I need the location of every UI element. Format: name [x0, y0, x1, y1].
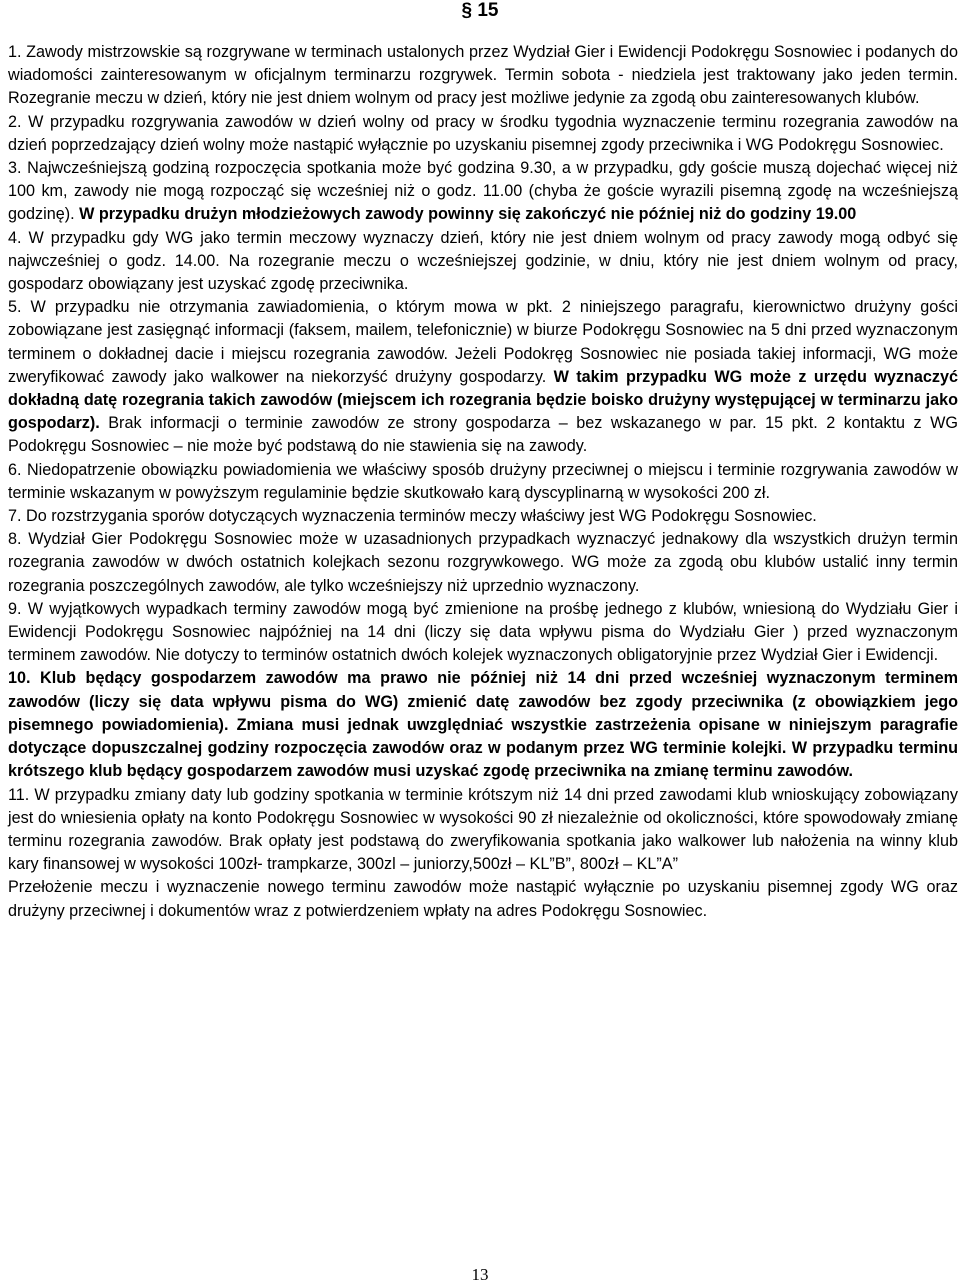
paragraph-p9 — [8, 598, 958, 668]
text-segment: Brak informacji o terminie zawodów ze strony gospodarza – bez wskazanego w par. 15 pkt. 2 kontaktu z WG Podokręgu Sosnowiec – nie może być podstawą do nie stawienia się na zawody. — [8, 414, 958, 456]
paragraph-p8 — [8, 528, 958, 598]
text-segment: 7. Do rozstrzygania sporów dotyczących wyznaczenia terminów meczy właściwy jest WG Podokręgu Sosnowiec. — [8, 507, 817, 526]
paragraph-p10 — [8, 667, 958, 783]
paragraph-p3 — [8, 157, 958, 227]
text-segment: 6. Niedopatrzenie obowiązku powiadomienia we właściwy sposób drużyny przeciwnej o miejscu i terminie rozgrywania zawodów w terminie wskazanym w powyższym regulaminie będzie skutkowało karą dyscyplinarną w wysokości 200 zł. — [8, 460, 958, 502]
text-segment: 2. W przypadku rozgrywania zawodów w dzień wolny od pracy w środku tygodnia wyznaczenie terminu rozegrania zawodów na dzień poprzedzający dzień wolny może nastąpić wyłącznie po uzyskaniu pisemnej zgody przeciwnika i WG Podokręgu Sosnowiec. — [8, 112, 958, 154]
paragraph-p7 — [8, 505, 958, 528]
text-segment: 11. W przypadku zmiany daty lub godziny spotkania w terminie krótszym niż 14 dni przed zawodami klub wnioskujący zobowiązany jest do wniesienia opłaty na konto Podokręgu Sosnowiec w wysokości 90 zł niezależnie od okoliczności, które spowodowały zmianę terminu rozegrania zawodów. Brak opłaty jest podstawą do zweryfikowania spotkania jako walkower lub nałożenia na winny klub kary finansowej w wysokości 100zł- trampkarze, 300zl – juniorzy,500zł – KL”B”, 800zł – KL”A” — [8, 785, 958, 874]
paragraph-p1 — [8, 41, 958, 111]
bold-text-segment: 10. Klub będący gospodarzem zawodów ma prawo nie później niż 14 dni przed wcześniej wyznaczonym terminem zawodów (liczy się data wpływu pisma do WG) zmienić datę zawodów bez zgody przeciwnika (z obowiązkiem jego pisemnego powiadomienia). Zmiana musi jednak uwzględniać wszystkie zastrzeżenia opisane w niniejszym paragrafie dotyczące dopuszczalnej godziny rozpoczęcia zawodów oraz w podanym przez WG terminie kolejki. W przypadku terminu krótszego klub będący gospodarzem zawodów musi uzyskać zgodę przeciwnika na zmianę terminu zawodów. — [8, 669, 958, 781]
text-segment: 3. Najwcześniejszą godziną rozpoczęcia spotkania może być godzina 9.30, a w przypadku, gdy goście muszą dojechać więcej niż 100 km, zawody nie mogą rozpocząć się wcześniej niż o godz. 11.00 (chyba że goście wyrazili pisemną zgodę na wcześniejszą godzinę). — [8, 159, 958, 224]
paragraph-p11 — [8, 784, 958, 877]
document-body — [8, 41, 958, 923]
paragraph-p5 — [8, 296, 958, 458]
text-segment: 1. Zawody mistrzowskie są rozgrywane w terminach ustalonych przez Wydział Gier i Ewidencji Podokręgu Sosnowiec i podanych do wiadomości zainteresowanym w oficjalnym terminarzu rozgrywek. Termin sobota - niedziela jest traktowany jako jeden termin. Rozegranie meczu w dzień, który nie jest dniem wolnym od pracy jest możliwe jedynie za zgodą obu zainteresowanych klubów. — [8, 43, 958, 108]
section-header: § 15 — [461, 0, 499, 21]
paragraph-p2 — [8, 111, 958, 157]
text-segment: 5. W przypadku nie otrzymania zawiadomienia, o którym mowa w pkt. 2 niniejszego paragrafu, kierownictwo drużyny gości zobowiązane jest zasięgnąć informacji (faksem, mailem, telefonicznie) w biurze Podokręgu Sosnowiec na 5 dni przed wyznaczonym terminem o dokładnej dacie i miejscu rozegrania zawodów. Jeżeli Podokręg Sosnowiec nie posiada takiej informacji, WG może zweryfikować zawody jako walkower na niekorzyść drużyny gospodarzy. — [8, 298, 958, 386]
paragraph-p4 — [8, 227, 958, 297]
text-segment: 9. W wyjątkowych wypadkach terminy zawodów mogą być zmienione na prośbę jednego z klubów, wniesioną do Wydziału Gier i Ewidencji Podokręgu Sosnowiec najpóźniej na 14 dni (liczy się data wpływu pisma do Wydziału Gier ) przed wyznaczonym terminem zawodów. Nie dotyczy to terminów ostatnich dwóch kolejek wyznaczonych obligatoryjnie przez Wydział Gier i Ewidencji. — [8, 599, 958, 665]
page-number: 13 — [471, 1265, 489, 1284]
text-segment: 8. Wydział Gier Podokręgu Sosnowiec może w uzasadnionych przypadkach wyznaczyć jednakowy dla wszystkich drużyn termin rozegrania zawodów w dwóch ostatnich kolejkach sezonu rozgrywkowego. WG może za zgodą obu klubów ustalić inny termin rozegrania poszczególnych zawodów, ale tylko wcześniejszy niż uprzednio wyznaczony. — [8, 530, 958, 595]
bold-text-segment: W takim przypadku WG może z urzędu wyznaczyć dokładną datę rozegrania takich zawodów (miejscem ich rozegrania będzie boisko drużyny występującej w terminarzu jako gospodarz). — [8, 367, 958, 433]
bold-text-segment: W przypadku drużyn młodzieżowych zawody powinny się zakończyć nie później niż do godziny 19.00 — [79, 205, 857, 224]
text-segment: Przełożenie meczu i wyznaczenie nowego terminu zawodów może nastąpić wyłącznie po uzyskaniu pisemnej zgody WG oraz drużyny przeciwnej i dokumentów wraz z potwierdzeniem wpłaty na adres Podokręgu Sosnowiec. — [8, 878, 958, 920]
paragraph-p6 — [8, 459, 958, 505]
paragraph-p12 — [8, 876, 958, 922]
text-segment: 4. W przypadku gdy WG jako termin meczowy wyznaczy dzień, który nie jest dniem wolnym od pracy zawody mogą odbyć się najwcześniej o godz. 14.00. Na rozegranie meczu o wcześniejszej godzinie, w dniu, który nie jest dniem wolnym od pracy, gospodarz obowiązany jest uzyskać zgodę przeciwnika. — [8, 228, 958, 294]
